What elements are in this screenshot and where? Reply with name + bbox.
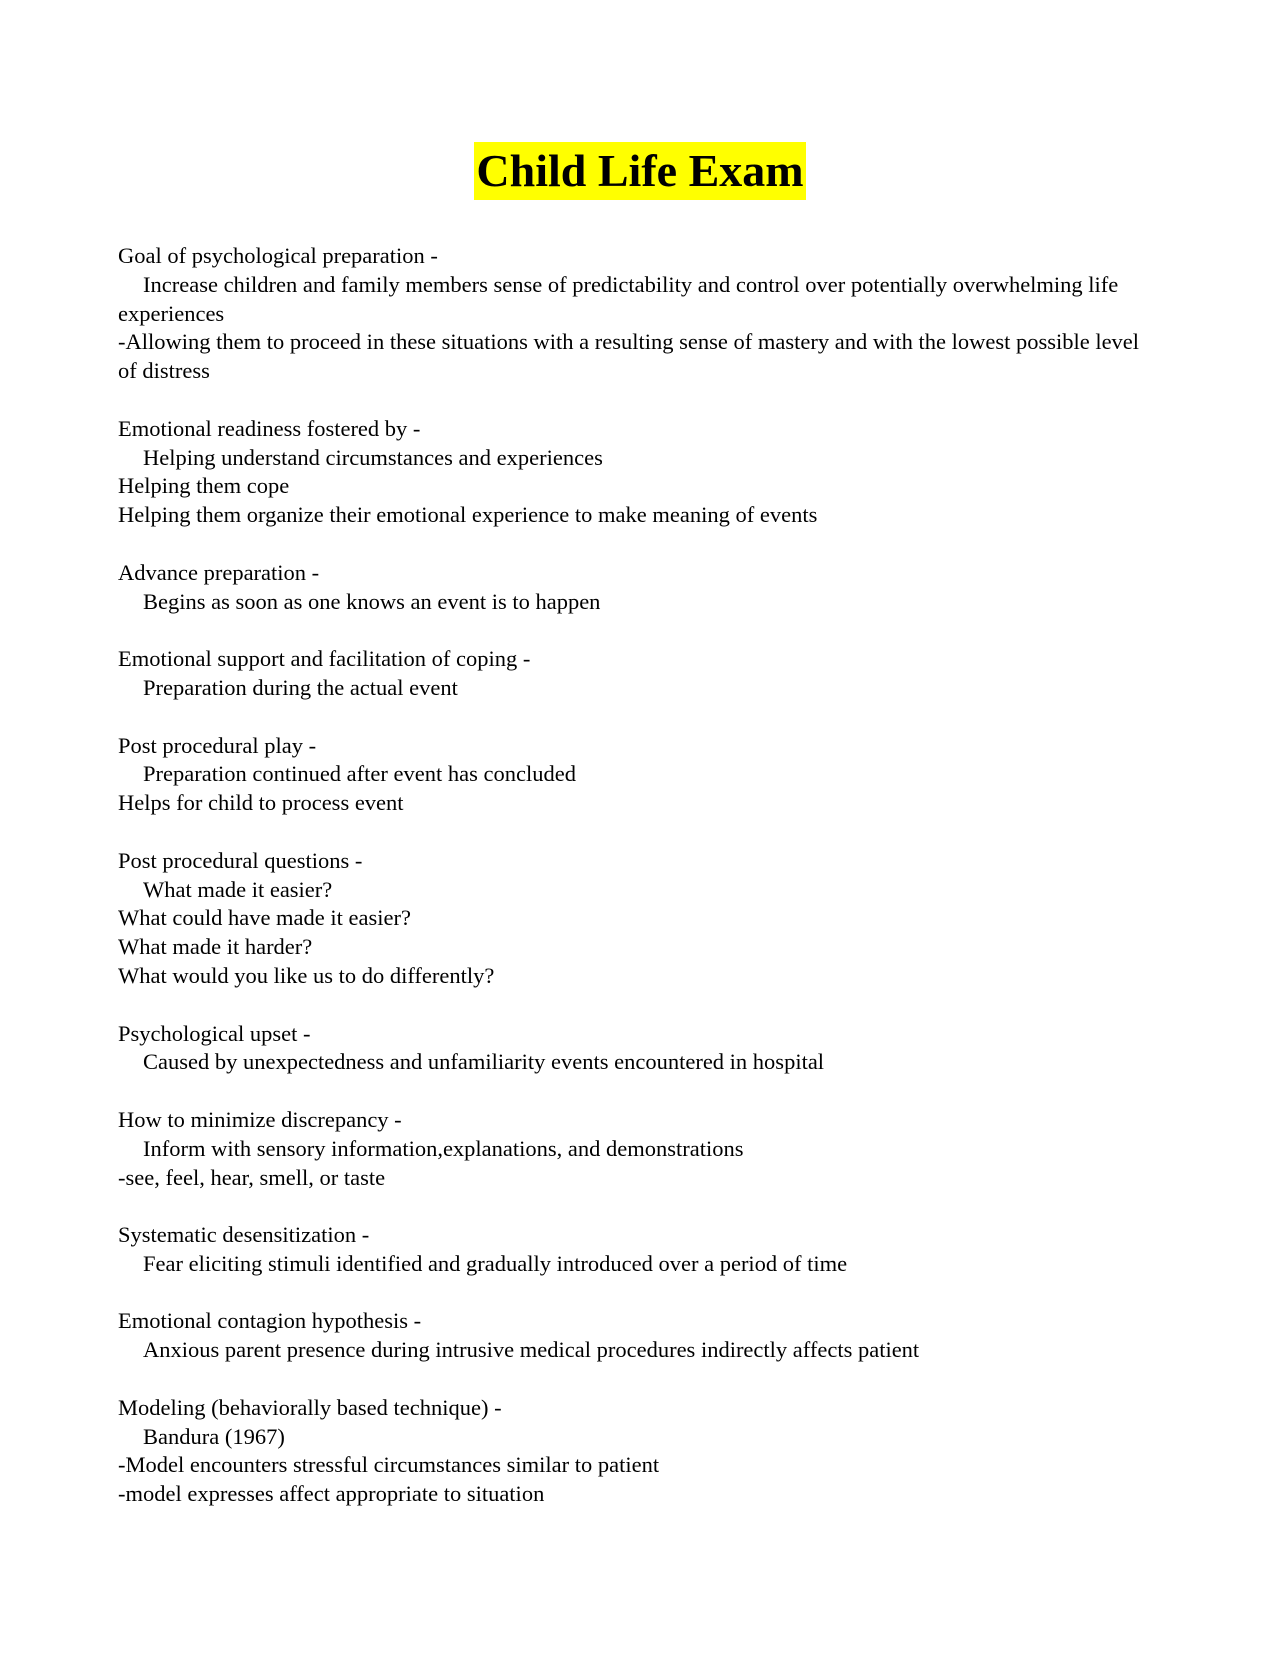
entry [118, 1394, 1158, 1509]
entry [118, 415, 1158, 530]
entry [118, 242, 1158, 386]
entry-term: How to minimize discrepancy - [118, 1106, 402, 1132]
entry [118, 645, 1158, 703]
entry-definition-line: Helps for child to process event [118, 790, 404, 816]
entry [118, 1221, 1158, 1279]
entry-definition: Preparation during the actual event [143, 674, 458, 700]
entry [118, 732, 1158, 818]
entry-term: Emotional support and facilitation of coping - [118, 646, 531, 672]
entry-term: Emotional readiness fostered by - [118, 415, 421, 441]
entry-definition: Begins as soon as one knows an event is to happen [143, 588, 601, 614]
entry-definition-line: What made it harder? [118, 934, 313, 960]
entry-term: Modeling (behaviorally based technique) - [118, 1394, 502, 1420]
document-title: Child Life Exam [474, 142, 805, 200]
entry-definition: Caused by unexpectedness and unfamiliarity events encountered in hospital [143, 1049, 825, 1075]
entry-term: Systematic desensitization - [118, 1222, 370, 1248]
entry-definition-line: -Model encounters stressful circumstances similar to patient [118, 1452, 660, 1478]
document-body [118, 242, 1158, 1538]
entry-term: Psychological upset - [118, 1020, 311, 1046]
entry-definition-line: Helping them cope [118, 473, 290, 499]
entry-definition: Preparation continued after event has concluded [143, 761, 576, 787]
entry-term: Post procedural play - [118, 732, 317, 758]
entry-definition-line: -Allowing them to proceed in these situations with a resulting sense of mastery and with the lowest possible level of distress [118, 329, 1140, 384]
entry-definition: Helping understand circumstances and experiences [143, 444, 603, 470]
entry-definition-line: What could have made it easier? [118, 905, 411, 931]
entry-definition-line: -see, feel, hear, smell, or taste [118, 1164, 386, 1190]
entry [118, 1307, 1158, 1365]
entry-definition-line: -model expresses affect appropriate to situation [118, 1481, 545, 1507]
entry-definition: Bandura (1967) [143, 1423, 285, 1449]
entry [118, 847, 1158, 991]
entry [118, 559, 1158, 617]
entry-definition: Fear eliciting stimuli identified and gradually introduced over a period of time [143, 1250, 848, 1276]
entry-definition: What made it easier? [143, 876, 333, 902]
title-container [0, 142, 1280, 200]
entry [118, 1106, 1158, 1192]
entry-definition-line: Helping them organize their emotional experience to make meaning of events [118, 502, 818, 528]
entry-definition: Inform with sensory information,explanations, and demonstrations [143, 1135, 744, 1161]
entry-term: Advance preparation - [118, 559, 320, 585]
entry-definition-line: What would you like us to do differently? [118, 962, 495, 988]
entry-term: Goal of psychological preparation - [118, 243, 438, 268]
entry-term: Emotional contagion hypothesis - [118, 1308, 422, 1334]
entry-definition: Increase children and family members sense of predictability and control over potentially overwhelming life experiences [118, 271, 1119, 326]
entry-term: Post procedural questions - [118, 847, 363, 873]
entry-definition: Anxious parent presence during intrusive medical procedures indirectly affects patient [143, 1337, 920, 1363]
entry [118, 1020, 1158, 1078]
